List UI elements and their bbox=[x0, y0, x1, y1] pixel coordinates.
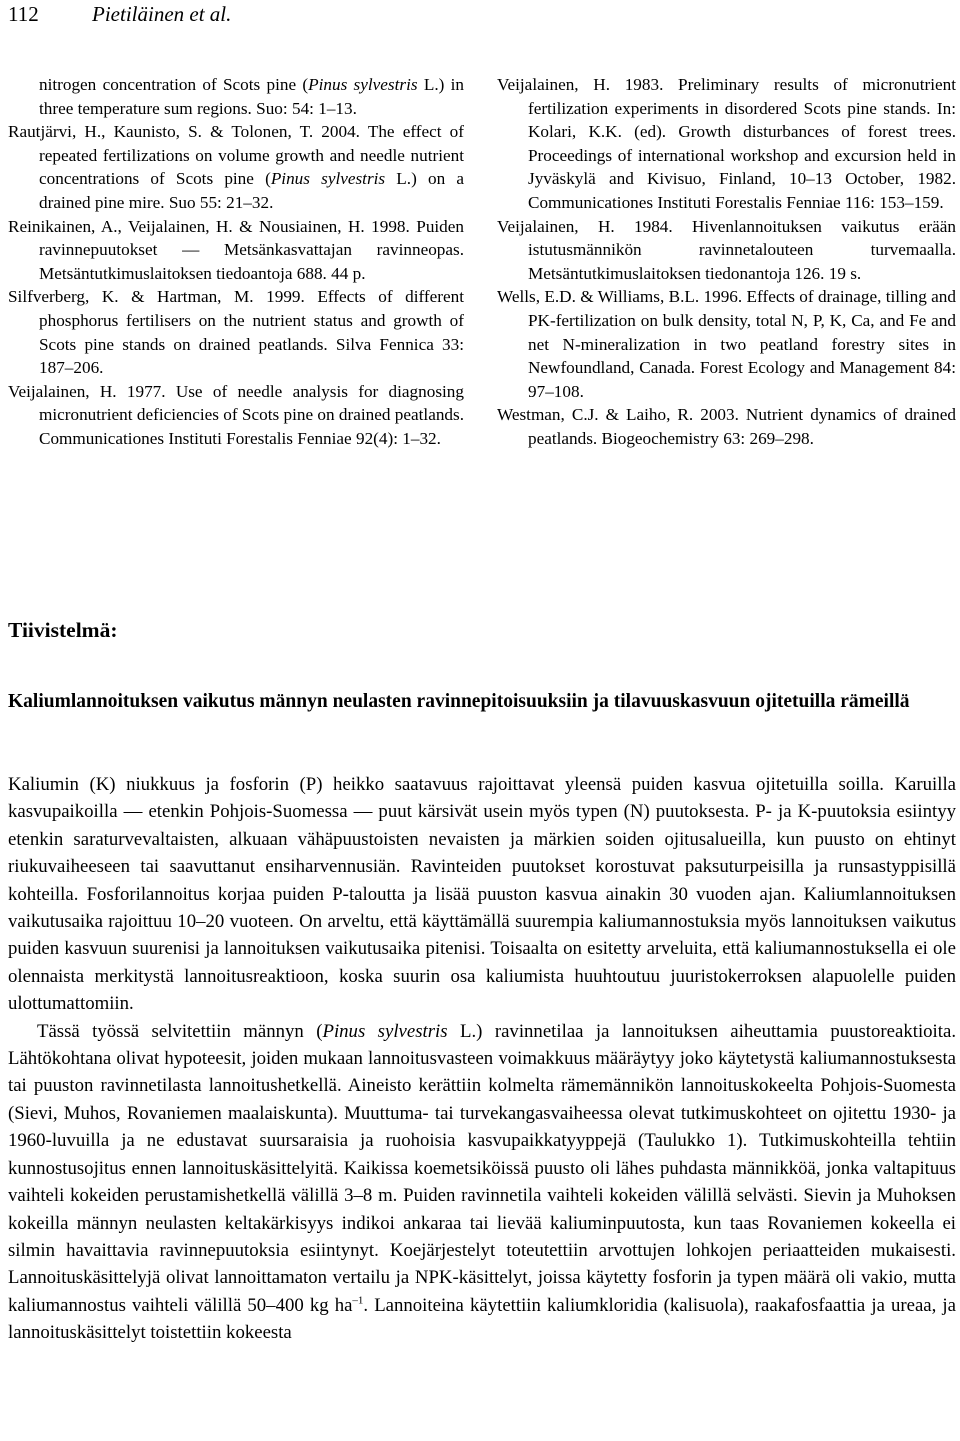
reference-entry bbox=[8, 380, 464, 451]
text-run: L.) on a drained pine mire. Suo 55: 21–32. bbox=[39, 169, 464, 212]
text-run: . Lannoiteina käytettiin kaliumkloridia (kalisuola), raakafosfaattia ja ureaa, ja lannoituskäsittelyt toistettiin kokeesta bbox=[8, 1294, 956, 1344]
text-run: Kaliumin (K) niukkuus ja fosforin (P) heikko saatavuus rajoittavat yleensä puiden kasvua ojitetuilla soilla. Karuilla kasvupaikoilla — etenkin Pohjois-Suomessa — puut kärsivät usein myös typen (N) puutoksesta. P- ja K-puutoksia esiintyy etenkin saraturvevaltaisten, alkuaan vähäpuustoisten nevaisten ja märkien soiden ojitusalueilla, kun puusto on ehtinyt riukuvaiheeseen tai saavuttanut ensiharvennusiän. Ravinteiden puutokset korostuvat paksuturpeisilla ja runsastyppisillä kohteilla. Fosforilannoitus korjaa puiden P-taloutta ja lisää puuston kasvua ainakin 30 vuoden ajan. Kaliumlannoituksen vaikutusaika rajoittuu 10–20 vuoteen. On arveltu, että käyttämällä suurempia kaliumannostuksia myös lannoituksen vaikutus puiden kasvuun suurenisi ja lannoituksen vaikutusaika pitenisi. Toisaalta on esitetty arveluita, että kaliumannostuksella ei ole olennaista merkitystä lannoitusreaktioon, koska suurin osa kaliumista huuhtoutuu juuristokerroksen alapuolelle puiden ulottumattomiin. bbox=[8, 774, 956, 1015]
text-run: Reinikainen, A., Veijalainen, H. & Nousiainen, H. 1998. Puiden ravinnepuutokset — Metsänkasvattajan ravinneopas. Metsäntutkimuslaitoksen tiedoantoja 688. 44 p. bbox=[8, 216, 464, 283]
text-run: Westman, C.J. & Laiho, R. 2003. Nutrient dynamics of drained peatlands. Biogeochemistry 63: 269–298. bbox=[497, 405, 956, 448]
text-run: L.) ravinnetilaa ja lannoituksen aiheuttamia puustoreaktioita. Lähtökohtana olivat hypoteesit, joiden mukaan lannoitusvasteen voimakkuus määräytyy joko käytetystä kaliumannostuksesta tai puuston ravinnetilasta lannoitushetkellä. Aineisto kerättiin kolmelta rämemännikön lannoituskokeelta Pohjois-Suomesta (Sievi, Muhos, Rovaniemen maalaiskunta). Muuttuma- tai turvekangasvaiheessa olevat tutkimuskohteet on ojitettu 1930- ja 1960-luvuilla ja ne edustavat suursaraisia ja ruohoisia kasvupaikkatyyppejä (Taulukko 1). Tutkimuskohteilla tehtiin kunnostusojitus ennen lannoituskäsittelyitä. Kaikissa koemetsiköissä puusto oli lähes puhdasta männikköä, jonka valtapituus vaihteli kokeiden perustamishetkellä välillä 3–8 m. Puiden ravinnetila vaihteli kokeiden välillä selvästi. Sievin ja Muhoksen kokeilla männyn neulasten keltakärkisyys indikoi ankaraa tai lievää kaliuminpuutosta, kun taas Rovaniemen kokeella ei silmin havaittavia ravinnepuutoksia esiintynyt. Koejärjestelyt toteutettiin arvottujen lohkojen periaatteiden mukaisesti. Lannoituskäsittelyjä olivat lannoittamaton vertailu ja NPK-käsittelyt, joissa käytetty fosforin ja typen määrä oli vakio, mutta kaliumannostus vaihteli välillä 50–400 kg ha bbox=[8, 1020, 957, 1316]
abstract-heading: Tiivistelmä: bbox=[8, 618, 118, 642]
page-number: 112 bbox=[8, 2, 39, 26]
page-header bbox=[8, 2, 231, 26]
superscript-text: –1 bbox=[352, 1294, 364, 1307]
reference-entry bbox=[497, 285, 956, 403]
text-run: Rautjärvi, H., Kaunisto, S. & Tolonen, T. 2004. The effect of repeated fertilizations on volume growth and needle nutrient concentrations of Scots pine ( bbox=[8, 122, 464, 189]
reference-entry bbox=[8, 285, 464, 379]
references-left-column bbox=[8, 73, 464, 451]
text-run: L.) in three temperature sum regions. Suo: 54: 1–13. bbox=[39, 75, 464, 118]
text-run: Silfverberg, K. & Hartman, M. 1999. Effects of different phosphorus fertilisers on the nutrient status and growth of Scots pine stands on drained peatlands. Silva Fennica 33: 187–206. bbox=[8, 287, 464, 378]
abstract-paragraph bbox=[8, 1018, 956, 1347]
text-run: Veijalainen, H. 1983. Preliminary results of micronutrient fertilization experiments in disordered Scots pine stands. In: Kolari, K.K. (ed). Growth disturbances of forest trees. Proceedings of international workshop and excursion held in Jyväskylä and Kivisuo, Finland, 10–13 October, 1982. Communicationes Instituti Forestalis Fenniae 116: 153–159. bbox=[497, 75, 956, 212]
italic-text: Pinus sylvestris bbox=[270, 169, 386, 189]
reference-entry bbox=[8, 120, 464, 214]
abstract-body bbox=[8, 771, 956, 1347]
text-run: Veijalainen, H. 1984. Hivenlannoituksen vaikutus erään istutusmännikön ravinnetalouteen turvemaalla. Metsäntutkimuslaitoksen tiedonantoja 126. 19 s. bbox=[497, 216, 956, 283]
abstract-paragraph bbox=[8, 771, 956, 1018]
italic-text: Pinus sylvestris bbox=[308, 75, 418, 94]
text-run: Wells, E.D. & Williams, B.L. 1996. Effects of drainage, tilling and PK-fertilization on bulk density, total N, P, K, Ca, and Fe and net N-mineralization in two peatland forestry sites in Newfoundland, Canada. Forest Ecology and Management 84: 97–108. bbox=[497, 287, 956, 401]
abstract-title: Kaliumlannoituksen vaikutus männyn neulasten ravinnepitoisuuksiin ja tilavuuskasvuun ojitetuilla rämeillä bbox=[8, 691, 910, 712]
reference-entry bbox=[8, 73, 464, 120]
reference-entry bbox=[8, 215, 464, 286]
italic-text: Pinus sylvestris bbox=[322, 1020, 448, 1042]
reference-entry bbox=[497, 403, 956, 450]
text-run: nitrogen concentration of Scots pine ( bbox=[39, 75, 309, 94]
reference-entry bbox=[497, 215, 956, 286]
text-run: Tässä työssä selvitettiin männyn ( bbox=[37, 1020, 323, 1042]
references-right-column bbox=[497, 73, 956, 451]
running-title: Pietiläinen et al. bbox=[92, 2, 232, 26]
text-run: Veijalainen, H. 1977. Use of needle analysis for diagnosing micronutrient deficiencies of Scots pine on drained peatlands. Communicationes Instituti Forestalis Fenniae 92(4): 1–32. bbox=[8, 381, 464, 448]
reference-entry bbox=[497, 73, 956, 215]
